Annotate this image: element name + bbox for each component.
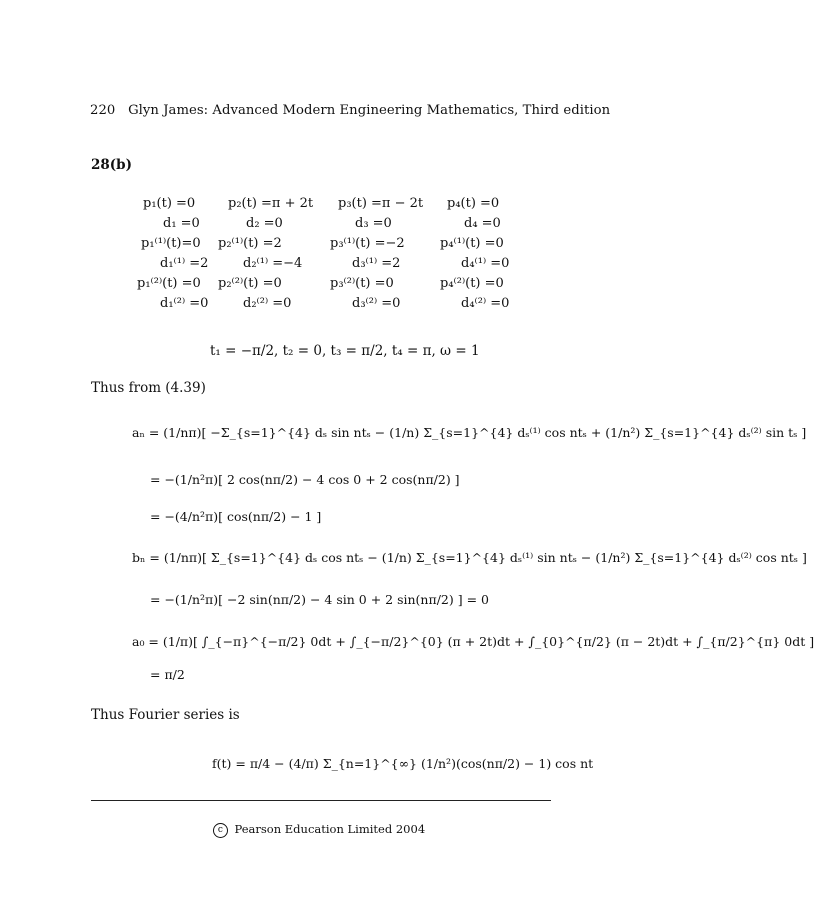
equation-an-line2: = −(1/n²π)[ 2 cos(nπ/2) − 4 cos 0 + 2 cos(nπ/2) ] — [150, 472, 460, 487]
equation-an-line1: aₙ = (1/nπ)[ −Σ_{s=1}^{4} dₛ sin ntₛ − (1/n) Σ_{s=1}^{4} dₛ⁽¹⁾ cos ntₛ + (1/n²) Σ_{s=1}^{4} dₛ⁽²⁾ sin tₛ ] — [132, 425, 807, 440]
table-cell: d₁⁽²⁾ =0 — [160, 296, 209, 311]
table-cell: p₁(t) =0 — [143, 196, 196, 211]
equation-a0-line2: = π/2 — [150, 667, 185, 682]
table-cell: p₃⁽²⁾(t) =0 — [330, 276, 394, 291]
table-cell: d₂⁽²⁾ =0 — [243, 296, 292, 311]
equation-an-line3: = −(4/n²π)[ cos(nπ/2) − 1 ] — [150, 509, 322, 524]
footer-divider — [91, 800, 551, 801]
table-cell: d₄ =0 — [464, 216, 501, 231]
equation-a0-line1: a₀ = (1/π)[ ∫_{−π}^{−π/2} 0dt + ∫_{−π/2}^{0} (π + 2t)dt + ∫_{0}^{π/2} (π − 2t)dt + ∫_{π/2}^{π} 0dt ] — [132, 634, 814, 649]
equation-bn-line2: = −(1/n²π)[ −2 sin(nπ/2) − 4 sin 0 + 2 sin(nπ/2) ] = 0 — [150, 592, 489, 607]
table-cell: p₃(t) =π − 2t — [338, 196, 424, 211]
copyright-footer — [0, 822, 638, 838]
table-cell: p₂(t) =π + 2t — [228, 196, 314, 211]
table-cell: d₂⁽¹⁾ =−4 — [243, 256, 303, 271]
table-cell: d₃ =0 — [355, 216, 392, 231]
thus-from-text: Thus from (4.39) — [91, 380, 206, 396]
table-cell: d₄⁽²⁾ =0 — [461, 296, 510, 311]
table-cell: d₁⁽¹⁾ =2 — [160, 256, 209, 271]
table-cell: d₄⁽¹⁾ =0 — [461, 256, 510, 271]
table-cell: p₄(t) =0 — [447, 196, 500, 211]
copyright-icon: c — [213, 823, 228, 838]
fourier-intro-text: Thus Fourier series is — [91, 707, 240, 723]
book-title: Glyn James: Advanced Modern Engineering Mathematics, Third edition — [128, 103, 611, 118]
page-header — [90, 103, 610, 118]
table-cell: p₁⁽¹⁾(t)=0 — [141, 236, 201, 251]
table-cell: d₂ =0 — [246, 216, 283, 231]
section-label: 28(b) — [91, 157, 133, 173]
copyright-text: Pearson Education Limited 2004 — [234, 822, 426, 836]
table-cell: p₁⁽²⁾(t) =0 — [137, 276, 201, 291]
equation-bn-line1: bₙ = (1/nπ)[ Σ_{s=1}^{4} dₛ cos ntₛ − (1/n) Σ_{s=1}^{4} dₛ⁽¹⁾ sin ntₛ − (1/n²) Σ_{s=1}^{4} dₛ⁽²⁾ cos ntₛ ] — [132, 550, 807, 565]
table-cell: p₂⁽¹⁾(t) =2 — [218, 236, 282, 251]
time-values: t₁ = −π/2, t₂ = 0, t₃ = π/2, t₄ = π, ω = 1 — [210, 343, 480, 359]
table-cell: d₃⁽²⁾ =0 — [352, 296, 401, 311]
values-table — [0, 196, 638, 316]
table-cell: p₂⁽²⁾(t) =0 — [218, 276, 282, 291]
table-cell: d₃⁽¹⁾ =2 — [352, 256, 401, 271]
fourier-series-equation: f(t) = π/4 − (4/π) Σ_{n=1}^{∞} (1/n²)(cos(nπ/2) − 1) cos nt — [212, 756, 594, 771]
page-number: 220 — [90, 103, 116, 118]
table-cell: p₄⁽²⁾(t) =0 — [440, 276, 504, 291]
table-cell: p₃⁽¹⁾(t) =−2 — [330, 236, 405, 251]
table-cell: d₁ =0 — [163, 216, 200, 231]
table-cell: p₄⁽¹⁾(t) =0 — [440, 236, 504, 251]
